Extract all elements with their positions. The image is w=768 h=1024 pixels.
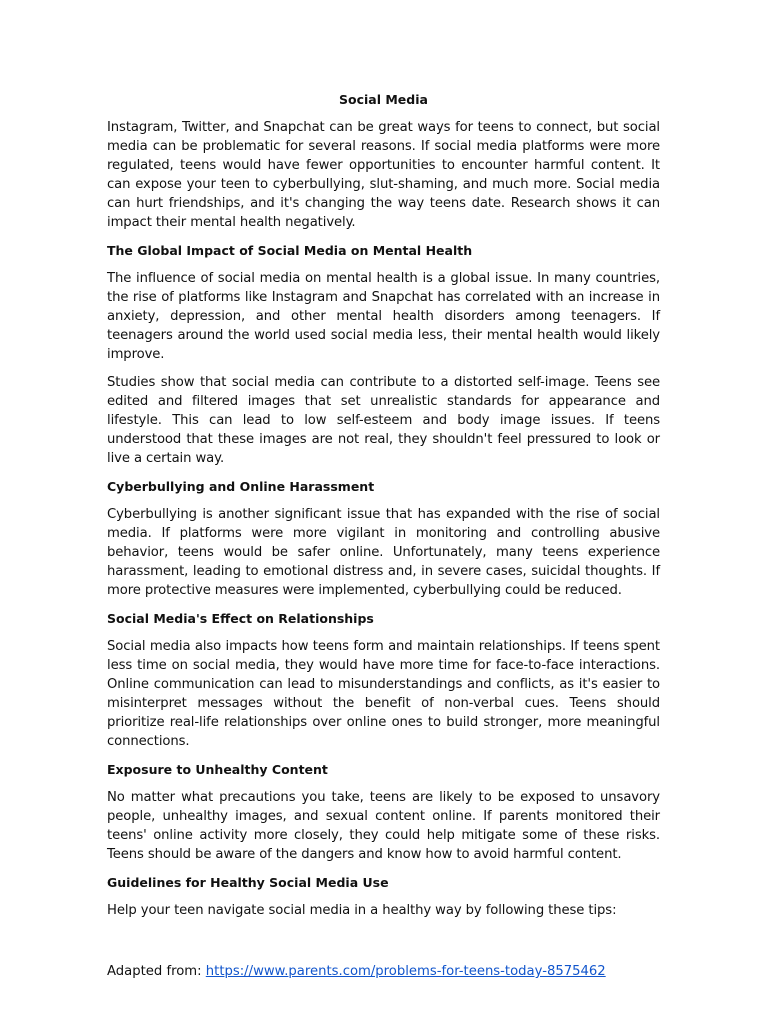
section-heading: The Global Impact of Social Media on Mental Health (107, 243, 473, 258)
attribution-label: Adapted from: (107, 964, 206, 979)
section-paragraph: Cyberbullying is another significant issue that has expanded with the rise of social media. If platforms were more vigilant in monitoring and controlling abusive behavior, teens would be safer online. Unfortunately, many teens experience harassment, leading to emotional distress and, in severe cases, suicidal thoughts. If more protective measures were implemented, cyberbullying could be reduced. (107, 507, 660, 598)
section-heading: Social Media's Effect on Relationships (107, 611, 374, 626)
section-paragraph: The influence of social media on mental health is a global issue. In many countries, the rise of platforms like Instagram and Snapchat has correlated with an increase in anxiety, depression, and other mental health disorders among teenagers. If teenagers around the world used social media less, their mental health would likely improve. (107, 271, 660, 362)
section-paragraph: No matter what precautions you take, teens are likely to be exposed to unsavory people, unhealthy images, and sexual content online. If parents monitored their teens' online activity more closely, they could help mitigate some of these risks. Teens should be aware of the dangers and know how to avoid harmful content. (107, 790, 660, 862)
section-paragraph: Help your teen navigate social media in a healthy way by following these tips: (107, 903, 617, 918)
section-mental-health (107, 241, 660, 468)
section-heading: Cyberbullying and Online Harassment (107, 479, 375, 494)
section-relationships (107, 609, 660, 751)
section-guidelines (107, 873, 660, 920)
intro-paragraph: Instagram, Twitter, and Snapchat can be great ways for teens to connect, but social media can be problematic for several reasons. If social media platforms were more regulated, teens would have fewer opportunities to encounter harmful content. It can expose your teen to cyberbullying, slut-shaming, and much more. Social media can hurt friendships, and it's changing the way teens date. Research shows it can impact their mental health negatively. (107, 120, 660, 230)
section-heading: Exposure to Unhealthy Content (107, 762, 328, 777)
source-attribution (107, 962, 606, 981)
section-paragraph: Studies show that social media can contribute to a distorted self-image. Teens see edited and filtered images that set unrealistic standards for appearance and lifestyle. This can lead to low self-esteem and body image issues. If teens understood that these images are not real, they shouldn't feel pressured to look or live a certain way. (107, 375, 660, 466)
section-cyberbullying (107, 477, 660, 600)
section-paragraph: Social media also impacts how teens form and maintain relationships. If teens spent less time on social media, they would have more time for face-to-face interactions. Online communication can lead to misunderstandings and conflicts, as it's easier to misinterpret messages without the benefit of non-verbal cues. Teens should prioritize real-life relationships over online ones to build stronger, more meaningful connections. (107, 639, 660, 749)
document-title: Social Media (339, 92, 428, 107)
section-heading: Guidelines for Healthy Social Media Use (107, 875, 389, 890)
document-page (107, 90, 660, 929)
source-link[interactable]: https://www.parents.com/problems-for-teens-today-8575462 (205, 964, 606, 979)
section-unhealthy-content (107, 760, 660, 864)
